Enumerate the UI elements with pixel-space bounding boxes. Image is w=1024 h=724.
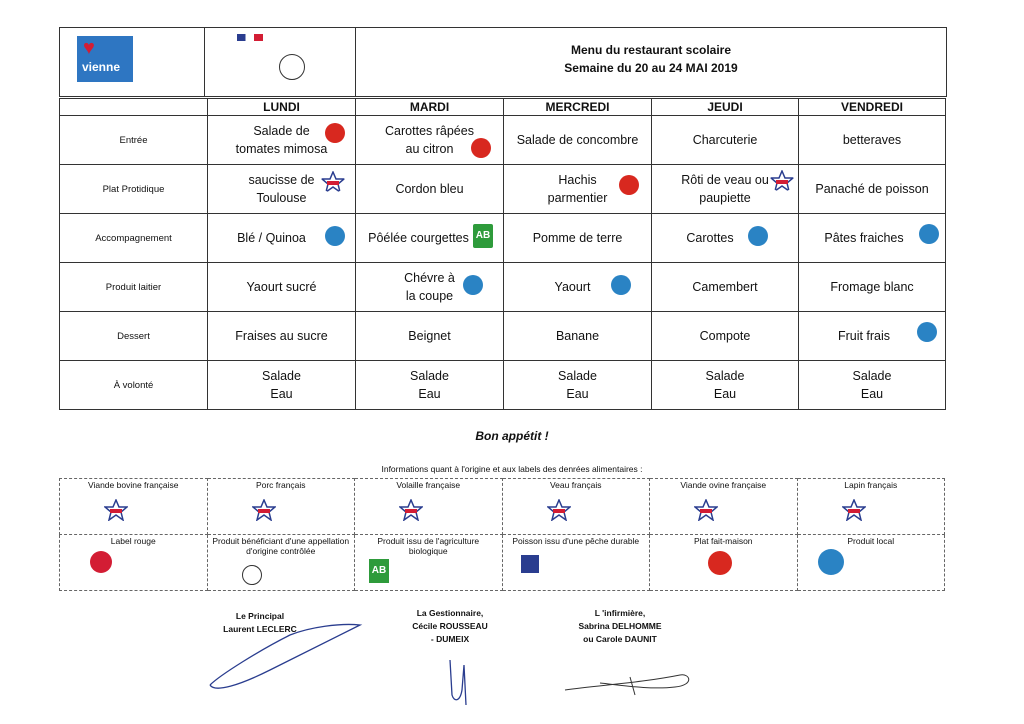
legend-row (60, 535, 945, 591)
handwritten-signature (440, 650, 490, 710)
legend-item: Viande bovine française (60, 479, 208, 535)
row-label: Plat Protidique (60, 165, 208, 214)
menu-cell: Cordon bleu (356, 165, 504, 214)
legend-item: Volaille française (355, 479, 503, 535)
legend-item: Produit local (797, 535, 945, 591)
menu-cell: Yaourt sucré (208, 263, 356, 312)
row-label: Entrée (60, 116, 208, 165)
table-row (60, 312, 946, 361)
local-tractor-icon (611, 275, 631, 295)
menu-cell: Blé / Quinoa (208, 214, 356, 263)
vienne-logo-cell (60, 28, 205, 96)
header-title-cell (356, 28, 946, 96)
day-header: MERCREDI (504, 99, 652, 116)
legend-item: Poisson issu d'une pêche durable (502, 535, 650, 591)
signature-gestionnaire: La Gestionnaire, Cécile ROUSSEAU - DUMEIX (412, 608, 488, 644)
legend-item: Lapin français (797, 479, 945, 535)
french-lamb-star-icon (694, 499, 718, 521)
ministry-logo (225, 34, 335, 90)
aoc-icon (242, 565, 262, 585)
corner-cell (60, 99, 208, 116)
legend-item: Viande ovine française (650, 479, 798, 535)
legend-row (60, 479, 945, 535)
bon-appetit-text: Bon appétit ! (475, 429, 549, 443)
table-row (60, 263, 946, 312)
menu-cell: Pomme de terre (504, 214, 652, 263)
day-header: VENDREDI (799, 99, 946, 116)
french-pork-star-icon (321, 171, 345, 193)
legend-table (59, 478, 945, 591)
row-label: Accompagnement (60, 214, 208, 263)
msc-fish-icon (521, 555, 539, 573)
fait-maison-pot-icon (708, 551, 732, 575)
vienne-logo-text: vienne (82, 60, 121, 74)
table-row (60, 116, 946, 165)
legend-title: Informations quant à l'origine et aux labels des denrées alimentaires : (381, 464, 643, 474)
table-row (60, 361, 946, 410)
menu-cell: Beignet (356, 312, 504, 361)
day-header: JEUDI (652, 99, 799, 116)
menu-cell: Panaché de poisson (799, 165, 946, 214)
menu-cell: Pâtes fraiches (799, 214, 946, 263)
legend-item: Label rouge (60, 535, 208, 591)
menu-cell: Fraises au sucre (208, 312, 356, 361)
french-veal-star-icon (547, 499, 571, 521)
fait-maison-pot-icon (619, 175, 639, 195)
menu-cell: Salade Eau (356, 361, 504, 410)
menu-table (59, 98, 946, 410)
menu-cell: Chévre à la coupe (356, 263, 504, 312)
menu-cell: Yaourt (504, 263, 652, 312)
local-tractor-icon (818, 549, 844, 575)
french-poultry-star-icon (399, 499, 423, 521)
menu-cell: Charcuterie (652, 116, 799, 165)
local-tractor-icon (748, 226, 768, 246)
menu-cell: Banane (504, 312, 652, 361)
menu-cell: Carottes (652, 214, 799, 263)
heart-icon: ♥ (83, 37, 95, 59)
ministry-logo-cell (205, 28, 356, 96)
legend-item: Plat fait-maison (650, 535, 798, 591)
legend-item: Produit bénéficiant d'une appellation d'origine contrôlée (207, 535, 355, 591)
menu-cell: Fromage blanc (799, 263, 946, 312)
menu-cell: Salade de tomates mimosa (208, 116, 356, 165)
legend-item: Porc français (207, 479, 355, 535)
menu-cell: Fruit frais (799, 312, 946, 361)
menu-cell: Salade Eau (652, 361, 799, 410)
page-subtitle: Semaine du 20 au 24 MAI 2019 (564, 61, 738, 75)
flag-icon (237, 34, 263, 41)
local-tractor-icon (919, 224, 939, 244)
day-header: LUNDI (208, 99, 356, 116)
local-tractor-icon (325, 226, 345, 246)
menu-cell: Camembert (652, 263, 799, 312)
vienne-logo (77, 36, 133, 82)
menu-cell: Compote (652, 312, 799, 361)
signature-principal: Le Principal Laurent LECLERC (223, 611, 297, 634)
table-row (60, 214, 946, 263)
label-rouge-icon (90, 551, 112, 573)
fait-maison-pot-icon (325, 123, 345, 143)
ab-bio-icon: AB (369, 559, 389, 583)
legend-item: Veau français (502, 479, 650, 535)
school-seal-icon (279, 54, 305, 80)
french-pork-star-icon (252, 499, 276, 521)
handwritten-signature (200, 615, 370, 695)
fait-maison-pot-icon (471, 138, 491, 158)
table-header-row (60, 99, 946, 116)
menu-cell: Rôti de veau ou paupiette (652, 165, 799, 214)
menu-cell: Salade Eau (504, 361, 652, 410)
french-rabbit-star-icon (842, 499, 866, 521)
french-beef-star-icon (104, 499, 128, 521)
row-label: Produit laitier (60, 263, 208, 312)
menu-cell: Salade de concombre (504, 116, 652, 165)
french-veal-star-icon (770, 170, 794, 192)
menu-cell: Pôélée courgettes AB (356, 214, 504, 263)
legend-item: Produit issu de l'agriculture biologique AB (355, 535, 503, 591)
ab-bio-icon: AB (473, 224, 493, 248)
table-row (60, 165, 946, 214)
day-header: MARDI (356, 99, 504, 116)
local-tractor-icon (463, 275, 483, 295)
header-box (59, 27, 947, 97)
menu-cell: Hachis parmentier (504, 165, 652, 214)
handwritten-signature (560, 655, 720, 705)
page-title: Menu du restaurant scolaire (570, 43, 732, 57)
menu-cell: Salade Eau (208, 361, 356, 410)
row-label: À volonté (60, 361, 208, 410)
menu-cell: Carottes râpées au citron (356, 116, 504, 165)
menu-cell: betteraves (799, 116, 946, 165)
local-tractor-icon (917, 322, 937, 342)
row-label: Dessert (60, 312, 208, 361)
signature-infirmiere: L 'infirmière, Sabrina DELHOMME ou Carole DAUNIT (578, 608, 662, 644)
menu-cell: saucisse de Toulouse (208, 165, 356, 214)
menu-cell: Salade Eau (799, 361, 946, 410)
